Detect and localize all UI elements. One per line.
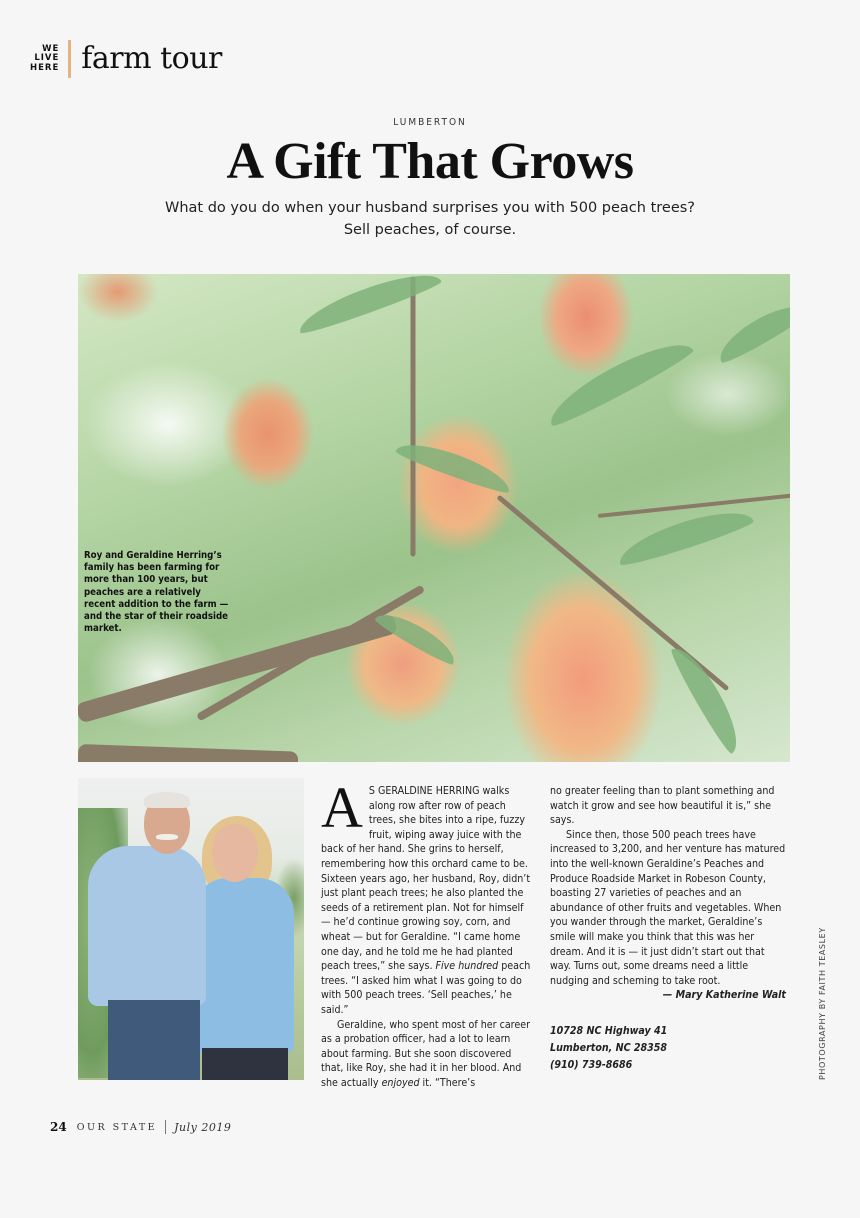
logo-line: HERE (30, 62, 60, 73)
body-paragraph: Since then, those 500 peach trees have increased to 3,200, and her venture has matured into the well-known Geraldine’s Peaches and Produce Roadside Market in Robeson County, boasting 27 varieties of peaches and an abundance of other fruits and vegetables. When you wander through the market, Geraldine’s smile will make you think that this was her dream. And it is — it just didn’t start out that way. Turns out, some dreams need a little nudging and scheming to take root. (550, 828, 786, 987)
article-headline: A Gift That Grows (226, 133, 634, 190)
accent-divider (68, 40, 71, 78)
man-mustache-shape (156, 834, 178, 840)
logo-line: WE (42, 43, 60, 54)
we-live-here-logo (30, 45, 59, 74)
magazine-name: OUR STATE (76, 1121, 158, 1133)
hero-photo-caption: Roy and Geraldine Herring’s family has been farming for more than 100 years, but peaches are a relatively recent addition to the farm — and the star of their roadside market. (84, 550, 229, 635)
address-city: Lumberton, NC 28358 (550, 1041, 668, 1054)
branch-shape (411, 277, 416, 557)
page-number: 24 (50, 1120, 67, 1134)
logo-line: LIVE (34, 53, 60, 64)
leaf-shape (294, 274, 443, 337)
man-hair-shape (144, 792, 190, 808)
footer-divider (165, 1120, 166, 1134)
leaf-shape (541, 331, 695, 431)
author-byline: — Mary Katherine Walt (662, 989, 786, 1002)
body-text-italic: Five hundred (435, 960, 499, 973)
leaf-shape (668, 640, 749, 756)
woman-pants-shape (202, 1048, 288, 1080)
drop-cap: A (321, 775, 363, 840)
body-column-2 (550, 784, 786, 1074)
body-text-italic: enjoyed (381, 1076, 420, 1089)
article-kicker: LUMBERTON (393, 117, 467, 128)
body-text: walks along row after row of peach trees, she bites into a ripe, fuzzy fruit, wiping away juice with the back of her hand. She grins to herself, remembering how this orchard came to be. Sixteen years ago, her husband, Roy, didn’t just plant peach trees; he also planted the seeds of a retirement plan. Not for himself — he’d continue growing soy, corn, and wheat — but for Geraldine. “I came home one day, and he told me he had planted peach trees,” she says. (321, 785, 531, 973)
portrait-photo-couple (78, 778, 304, 1080)
leaf-shape (712, 296, 790, 367)
woman-head-shape (212, 824, 258, 882)
section-tag (30, 40, 222, 78)
issue-date: July 2019 (174, 1120, 232, 1134)
address-phone: (910) 739-8686 (550, 1058, 633, 1071)
woman-shirt-shape (192, 878, 294, 1053)
body-paragraph (321, 1018, 535, 1091)
dek-line: What do you do when your husband surprises you with 500 peach trees? (165, 200, 695, 216)
man-jeans-shape (108, 1000, 200, 1080)
body-paragraph (321, 775, 535, 1018)
body-paragraph: no greater feeling than to plant something and watch it grow and see how beautiful it is,” she says. (550, 785, 775, 827)
body-text-continued: it. “There’s (419, 1076, 476, 1089)
leaf-shape (373, 605, 461, 667)
body-column-1 (321, 775, 535, 1090)
address-street: 10728 NC Highway 41 (550, 1024, 668, 1037)
section-name: farm tour (81, 41, 222, 76)
hero-photo-peaches (78, 274, 790, 762)
body-text: peach trees. “I asked him what I was going to do with 500 peach trees. ‘Sell peaches,’ he said.” (321, 960, 531, 1016)
lead-in-caps: S GERALDINE HERRING (368, 785, 480, 797)
dek-line: Sell peaches, of course. (343, 222, 517, 238)
article-dek (100, 197, 760, 241)
address-block (550, 1023, 786, 1074)
branch-shape (78, 744, 298, 762)
branch-shape (598, 493, 790, 518)
body-text: Geraldine, who spent most of her career as a probation officer, had a lot to learn about farming. But she soon discovered that, like Roy, she had it in her blood. And she actually (321, 1018, 531, 1089)
man-shirt-shape (88, 846, 206, 1006)
page-footer (50, 1120, 231, 1134)
photo-credit: PHOTOGRAPHY BY FAITH TEASLEY (818, 927, 827, 1080)
